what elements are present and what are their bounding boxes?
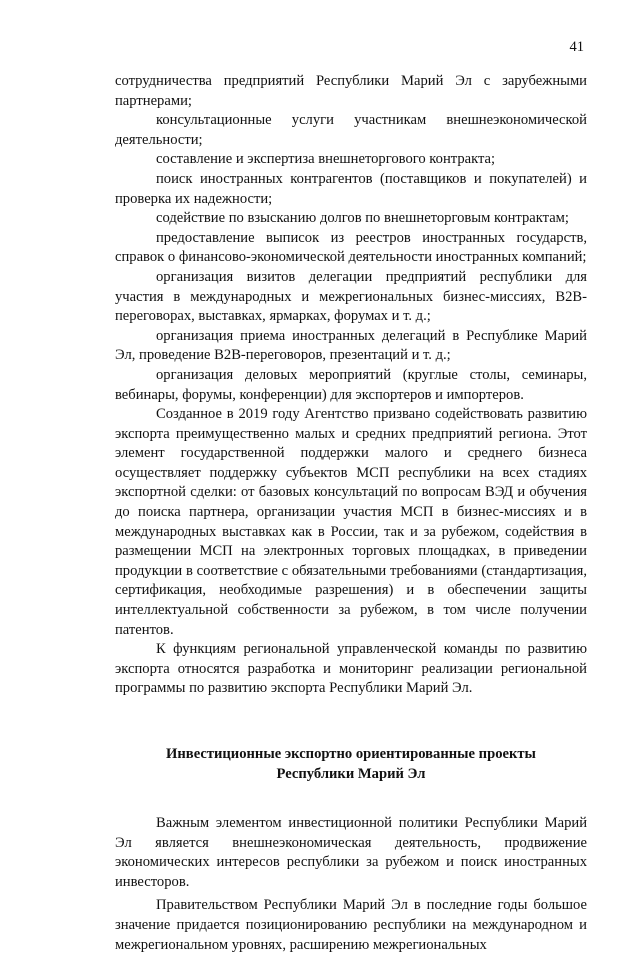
list-item-debt-collection: содействие по взысканию долгов по внешнеторговым контрактам;	[156, 210, 569, 227]
paragraph-regional-team: К функциям региональной управленческой команды по развитию экспорта относятся разработка и мониторинг реализации региональной программы по развитию экспорта Республики Марий Эл.	[115, 641, 587, 697]
paragraph-agency: Созданное в 2019 году Агентство призвано содействовать развитию экспорта преимущественно малых и средних предприятий региона. Этот элемент государственной поддержки малого и среднего бизнеса осуществляет поддержку субъектов МСП республики на всех стадиях экспортной сделки: от базовых консультаций по вопросам ВЭД и обучения до поиска партнера, организации участия МСП в бизнес-миссиях и в международных выставках как в России, так и за рубежом, содействия в размещении МСП на электронных торговых площадках, в приведении продукции в соответствие с обязательными требованиями (стандартизация, сертификация, необходимые разрешения) и в обеспечении защиты интеллектуальной собственности за рубежом, в том числе получении патентов.	[115, 406, 587, 638]
list-item-consulting: консультационные услуги участникам внешнеэкономической деятельности;	[115, 112, 587, 148]
section-heading-line-1: Инвестиционные экспортно ориентированные проекты	[166, 746, 536, 762]
list-item-delegation-visits: организация визитов делегации предприятий республики для участия в международных и межрегиональных бизнес-миссиях, B2B-переговорах, выставках, ярмарках, форумах и т. д.;	[115, 268, 587, 325]
list-item-contract-expertise: составление и экспертиза внешнеторгового контракта;	[156, 151, 496, 168]
section-heading	[115, 744, 587, 784]
list-item-foreign-delegations: организация приема иностранных делегаций в Республике Марий Эл, проведение B2B-переговоров, презентаций и т. д.;	[115, 327, 587, 364]
list-item-business-events: организация деловых мероприятий (круглые столы, семинары, вебинары, форумы, конференции) для экспортеров и импортеров.	[115, 366, 587, 403]
body-text	[115, 0, 587, 955]
page-number: 41	[569, 39, 584, 55]
paragraph-government-positioning: Правительством Республики Марий Эл в последние годы большое значение придается позиционированию республики на международном и межрегиональном уровнях, расширению межрегиональных	[115, 897, 587, 953]
paragraph-partners: сотрудничества предприятий Республики Марий Эл с зарубежными партнерами;	[115, 73, 587, 109]
list-item-counterparty-search: поиск иностранных контрагентов (поставщиков и покупателей) и проверка их надежности;	[115, 170, 587, 207]
section-heading-line-2: Республики Марий Эл	[276, 766, 426, 782]
list-item-registry-extracts: предоставление выписок из реестров иностранных государств, справок о финансово-экономической деятельности иностранных компаний;	[115, 229, 587, 266]
paragraph-investment-policy: Важным элементом инвестиционной политики Республики Марий Эл является внешнеэкономическая деятельность, продвижение экономических интересов республики за рубежом и поиск иностранных инвесторов.	[115, 815, 587, 890]
